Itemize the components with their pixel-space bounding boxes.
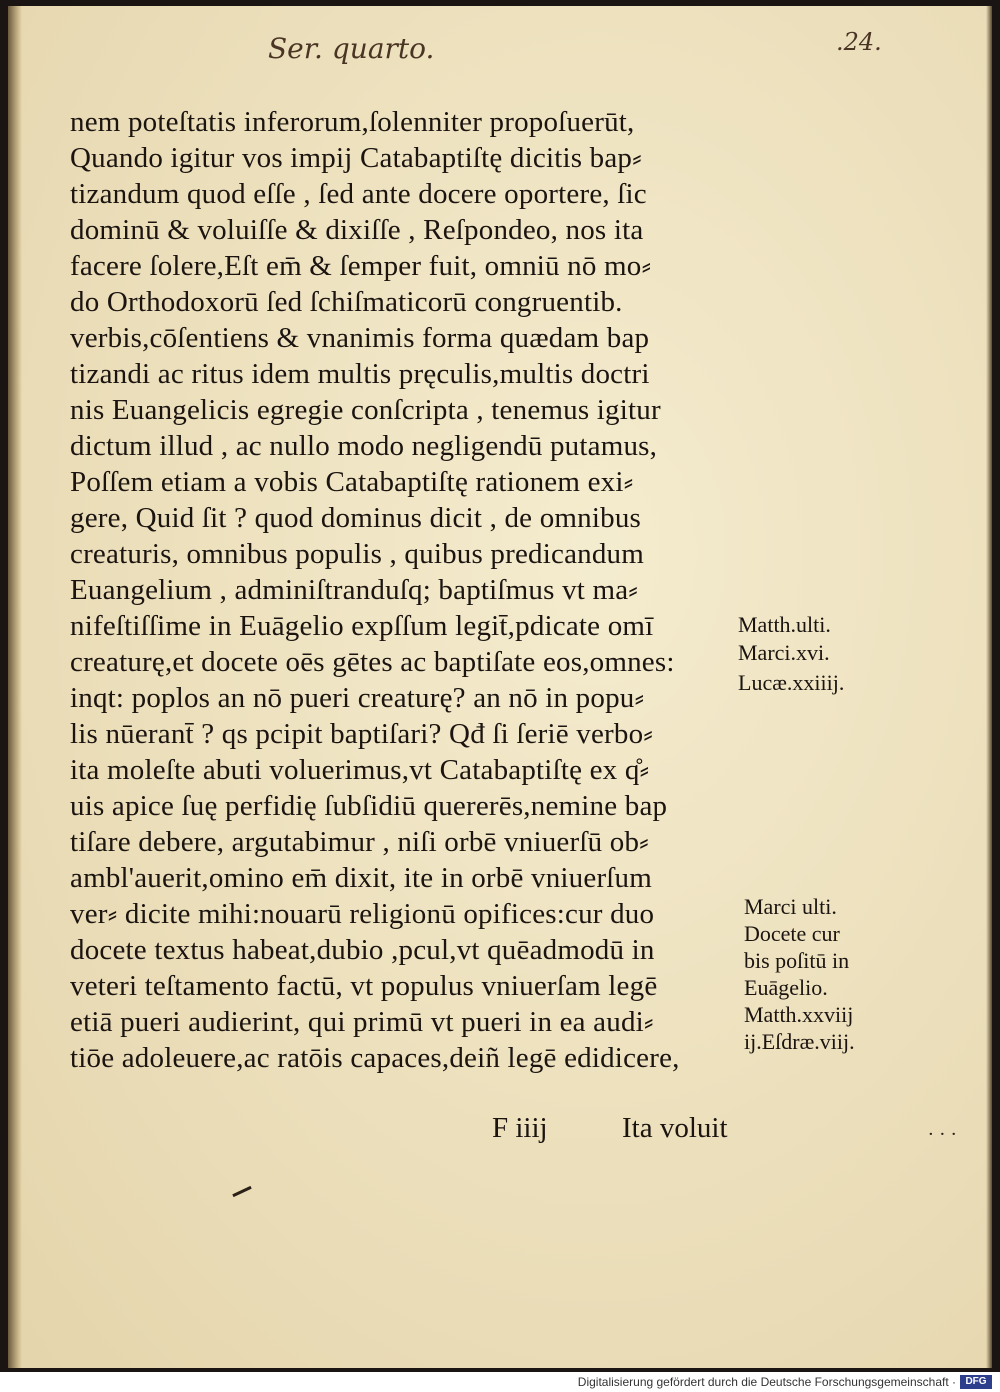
margin-note: bis poſitū in (744, 948, 850, 973)
dfg-logo: DFG (960, 1375, 992, 1389)
footer-bar (0, 1372, 1000, 1392)
margin-note: Matth.xxviij (744, 1002, 854, 1027)
text-line: Quando igitur vos impij Catabaptiſtę dicitis bap⸗ (70, 142, 642, 174)
text-line: docete textus habeat,dubio ,pcul,vt quēadmodū in (70, 934, 655, 966)
text-line: Poſſem etiam a vobis Catabaptiſtę rationem exi⸗ (70, 466, 634, 498)
text-line: tizandum quod eſſe , ſed ante docere oportere, ſic (70, 178, 647, 210)
text-line: nifeſtiſſime in Euāgelio expſſum legit̄,pdicate omī (70, 610, 654, 642)
text-line: verbis,cōſentiens & vnanimis forma quædam bap (70, 322, 650, 354)
catchword: Ita voluit (622, 1112, 728, 1144)
text-line: nis Euangelicis egregie conſcripta , tenemus igitur (70, 394, 661, 426)
text-line: inqt: poplos an nō pueri creaturę? an nō in popu⸗ (70, 682, 645, 714)
text-line: uis apice ſuę perfidię ſubſidiū quererēs,nemine bap (70, 790, 668, 822)
text-line: Euangelium , adminiſtranduſq; baptiſmus vt ma⸗ (70, 574, 639, 606)
text-line: ambl'auerit,omino em̄ dixit, ite in orbē vniuerſum (70, 862, 653, 894)
text-line: nem poteſtatis inferorum,ſolenniter propoſuerūt, (70, 106, 635, 138)
ink-dots: · · · (928, 1124, 957, 1145)
text-line: facere ſolere,Eſt em̄ & ſemper fuit, omniū nō mo⸗ (70, 250, 652, 282)
folio-number-handwritten: .24. (836, 28, 882, 56)
funding-credit: Digitalisierung gefördert durch die Deutsche Forschungsgemeinschaft · (577, 1375, 956, 1389)
margin-note: Lucæ.xxiiij. (738, 670, 845, 695)
text-line: creaturę,et docete oēs gētes ac baptiſate eos,omnes: (70, 646, 675, 678)
page-gutter-shadow (8, 6, 22, 1368)
book-page (8, 6, 992, 1368)
margin-note: Marci ulti. (744, 894, 837, 919)
text-line: veteri teſtamento factū, vt populus vniuerſam legē (70, 970, 658, 1002)
text-line: tiſare debere, argutabimur , niſi orbē vniuerſū ob⸗ (70, 826, 649, 858)
margin-note: Matth.ulti. (738, 612, 831, 637)
text-line: etiā pueri audierint, qui primū vt pueri in ea audi⸗ (70, 1006, 654, 1038)
page-edge-shadow (986, 6, 992, 1368)
text-line: do Orthodoxorū ſed ſchiſmaticorū congruentib. (70, 286, 623, 318)
text-line: ita moleſte abuti voluerimus,vt Catabaptiſtę ex q̊⸗ (70, 754, 650, 786)
text-line: dictum illud , ac nullo modo negligendū putamus, (70, 430, 658, 462)
signature-mark: F iiij (492, 1112, 548, 1144)
margin-note: Marci.xvi. (738, 640, 830, 665)
text-line: tiōe adoleuere,ac ratōis capaces,deiñ legē edidicere, (70, 1042, 680, 1074)
running-head-handwritten: Ser. quarto. (268, 32, 435, 65)
ink-mark (232, 1186, 251, 1197)
text-line: tizandi ac ritus idem multis pręculis,multis doctri (70, 358, 650, 390)
text-line: lis nūerant̄ ? qs pcipit baptiſari? Qđ ſi ſeriē verbo⸗ (70, 718, 654, 750)
text-line: gere, Quid ſit ? quod dominus dicit , de omnibus (70, 502, 642, 534)
text-line: creaturis, omnibus populis , quibus predicandum (70, 538, 645, 570)
text-line: dominū & voluiſſe & dixiſſe , Reſpondeo, nos ita (70, 214, 644, 246)
text-line: ver⸗ dicite mihi:nouarū religionū opifices:cur duo (70, 898, 655, 930)
margin-note: Docete cur (744, 921, 840, 946)
margin-note: ij.Eſdræ.viij. (744, 1029, 855, 1054)
margin-note: Euāgelio. (744, 975, 828, 1000)
